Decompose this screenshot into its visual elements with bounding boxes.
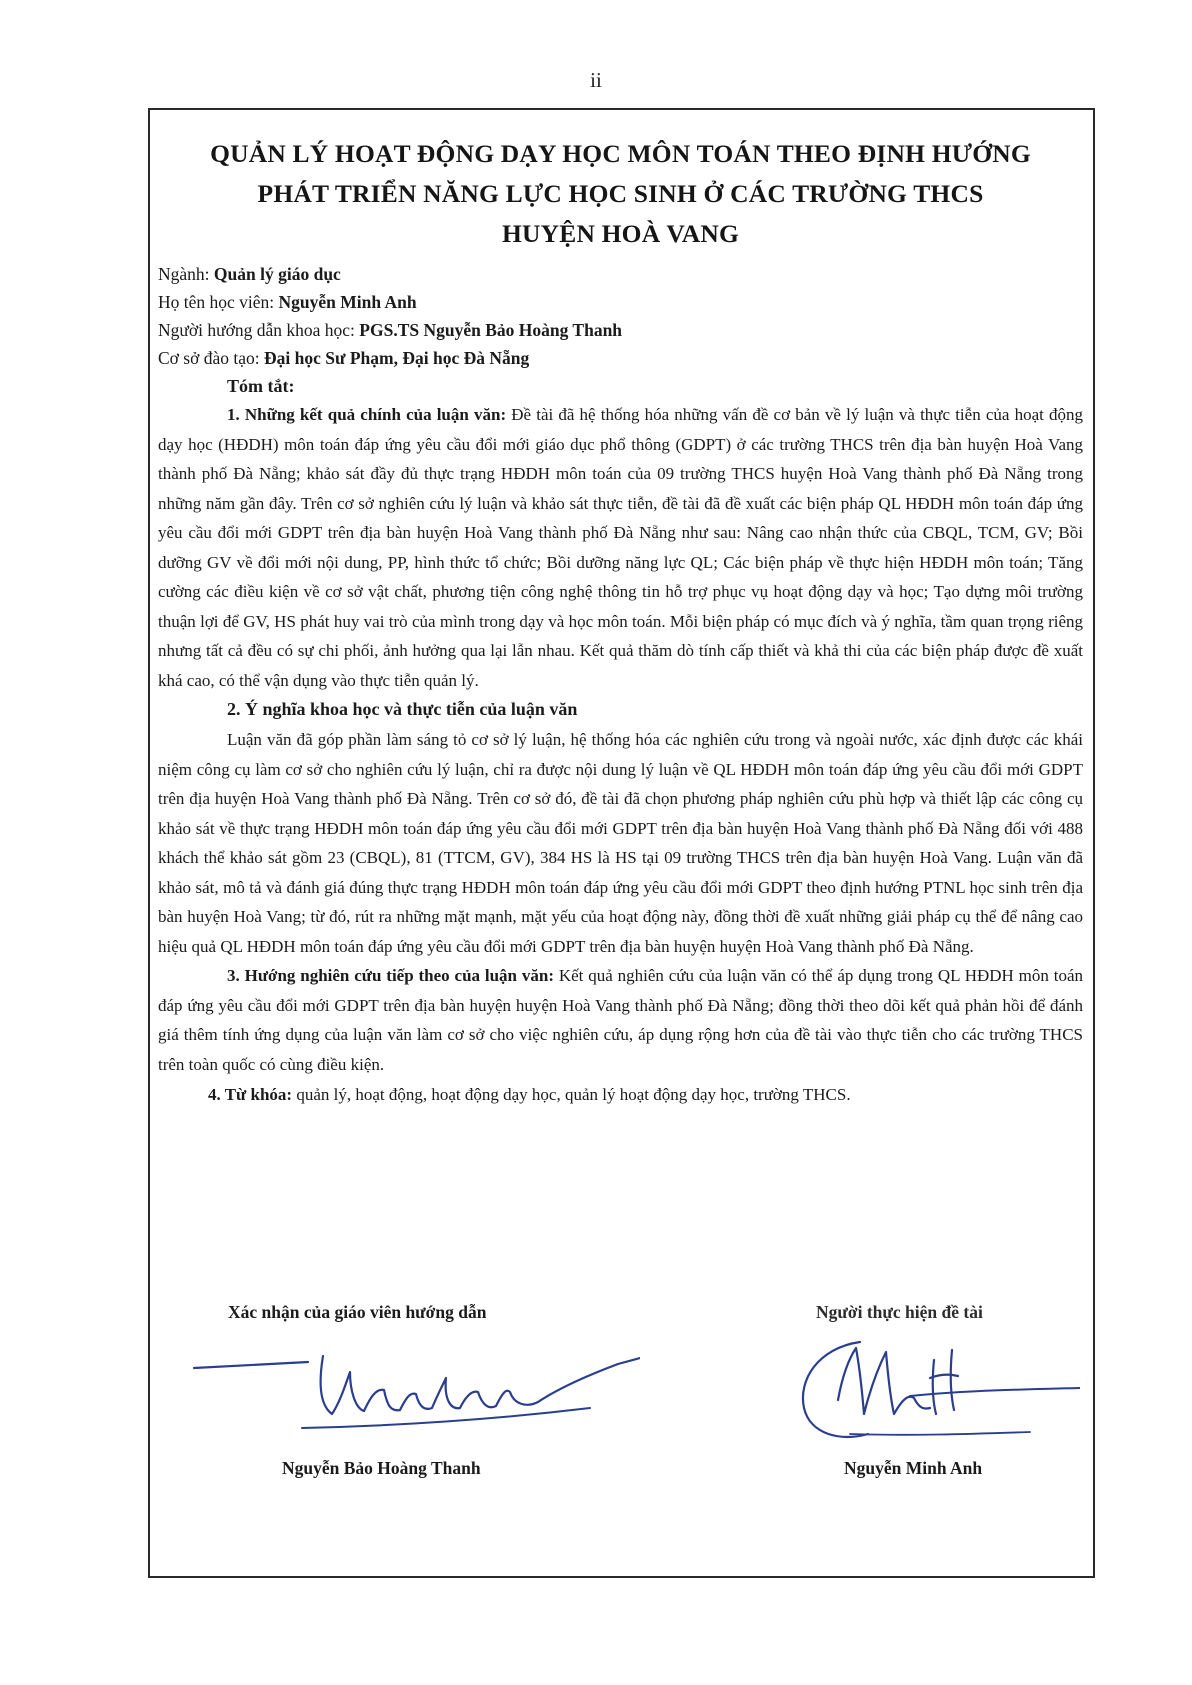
author-caption: Người thực hiện đề tài: [816, 1302, 983, 1322]
advisor-name: Nguyễn Bảo Hoàng Thanh: [282, 1458, 481, 1478]
section-2-heading: 2. Ý nghĩa khoa học và thực tiễn của luận văn: [227, 699, 578, 720]
section-1-text: Đề tài đã hệ thống hóa những vấn đề cơ bản về lý luận và thực tiễn của hoạt động dạy học (HĐDH) môn toán đáp ứng yêu cầu đổi mới giáo dục phổ thông (GDPT) ở các trường THCS trên địa bàn huyện Hoà Vang thành phố Đà Nẵng; khảo sát đầy đủ thực trạng HĐDH môn toán của 09 trường THCS huyện Hoà Vang thành phố Đà Nẵng trong những năm gần đây. Trên cơ sở nghiên cứu lý luận và khảo sát thực tiễn, đề tài đã đề xuất các biện pháp QL HĐDH môn toán đáp ứng yêu cầu đổi mới GDPT trên địa bàn huyện Hoà Vang thành phố Đà Nẵng như sau: Nâng cao nhận thức của CBQL, TCM, GV; Bồi dưỡng GV về đổi mới nội dung, PP, hình thức tổ chức; Bồi dưỡng năng lực QL; Các biện pháp về thực hiện HĐDH môn toán; Tăng cường các điều kiện về cơ sở vật chất, phương tiện công nghệ thông tin hỗ trợ phục vụ hoạt động dạy và học; Tạo dựng môi trường thuận lợi để GV, HS phát huy vai trò của mình trong dạy và học môn toán. Mỗi biện pháp có mục đích và ý nghĩa, tầm quan trọng riêng nhưng tất cả đều có sự chi phối, ảnh hưởng qua lại lẫn nhau. Kết quả thăm dò tính cấp thiết và khả thi của các biện pháp được đề xuất khá cao, có thể vận dụng vào thực tiễn quản lý.: [158, 405, 1083, 690]
author-name: Nguyễn Minh Anh: [844, 1458, 983, 1478]
section-3-paragraph: [158, 961, 1083, 1079]
keywords-text: quản lý, hoạt động, hoạt động dạy học, quản lý hoạt động dạy học, trường THCS.: [292, 1084, 851, 1104]
section-3-heading: 3. Hướng nghiên cứu tiếp theo của luận văn:: [227, 966, 554, 986]
abstract-frame: [148, 108, 1095, 1578]
signature-area: [150, 1302, 1075, 1562]
title-line-1: QUẢN LÝ HOẠT ĐỘNG DẠY HỌC MÔN TOÁN THEO ĐỊNH HƯỚNG: [210, 139, 1031, 168]
title-line-3: HUYỆN HOÀ VANG: [501, 219, 740, 248]
keywords-label: 4. Từ khóa:: [208, 1084, 293, 1104]
major-value: Quản lý giáo dục: [213, 264, 341, 284]
advisor-signature-image: [190, 1328, 640, 1438]
keywords-line: [158, 1080, 1083, 1110]
thesis-title: [158, 134, 1083, 254]
advisor-label: Người hướng dẫn khoa học:: [158, 320, 360, 340]
page-number: ii: [590, 68, 602, 92]
major-row: [158, 260, 1083, 288]
advisor-row: [158, 316, 1083, 344]
thesis-meta: [158, 260, 1083, 372]
section-1-heading: 1. Những kết quả chính của luận văn:: [227, 405, 507, 424]
advisor-value: PGS.TS Nguyễn Bảo Hoàng Thanh: [359, 320, 623, 340]
title-line-2: PHÁT TRIỂN NĂNG LỰC HỌC SINH Ở CÁC TRƯỜNG THCS: [257, 179, 984, 208]
author-signature-image: [790, 1330, 1080, 1450]
advisor-confirmation-caption: Xác nhận của giáo viên hướng dẫn: [228, 1302, 487, 1322]
institution-row: [158, 344, 1083, 372]
major-label: Ngành:: [158, 264, 214, 284]
student-label: Họ tên học viên:: [158, 292, 279, 312]
student-value: Nguyễn Minh Anh: [278, 292, 417, 312]
institution-value: Đại học Sư Phạm, Đại học Đà Nẵng: [264, 348, 530, 368]
abstract-content: [158, 134, 1083, 1110]
section-1-paragraph: [158, 400, 1083, 695]
section-3-text: Kết quả nghiên cứu của luận văn có thể áp dụng trong QL HĐDH môn toán đáp ứng yêu cầu đổi mới GDPT trên địa bàn huyện huyện Hoà Vang thành phố Đà Nẵng; đồng thời theo dõi kết quả phản hồi để đánh giá thêm tính ứng dụng của luận văn làm cơ sở cho việc nghiên cứu, áp dụng rộng hơn của đề tài vào thực tiễn cho các trường THCS trên toàn quốc có cùng điều kiện.: [158, 966, 1083, 1075]
institution-label: Cơ sở đào tạo:: [158, 348, 264, 368]
section-2-paragraph: Luận văn đã góp phần làm sáng tỏ cơ sở lý luận, hệ thống hóa các nghiên cứu trong và ngoài nước, xác định được các khái niệm công cụ làm cơ sở cho nghiên cứu lý luận, chỉ ra được nội dung lý luận về QL HĐDH môn toán đáp ứng yêu cầu đổi mới GDPT trên địa huyện Hoà Vang thành phố Đà Nẵng. Trên cơ sở đó, đề tài đã chọn phương pháp nghiên cứu phù hợp và thiết lập các công cụ khảo sát về thực trạng HĐDH môn toán đáp ứng yêu cầu đổi mới GDPT trên địa bàn huyện Hoà Vang thành phố Đà Nẵng đối với 488 khách thể khảo sát gồm 23 (CBQL), 81 (TTCM, GV), 384 HS là HS tại 09 trường THCS trên địa bàn huyện Hoà Vang. Luận văn đã khảo sát, mô tả và đánh giá đúng thực trạng HĐDH môn toán đáp ứng yêu cầu đổi mới GDPT theo định hướng PTNL học sinh trên địa bàn huyện Hoà Vang; từ đó, rút ra những mặt mạnh, mặt yếu của hoạt động này, đồng thời đề xuất những giải pháp cụ thể để nâng cao hiệu quả QL HĐDH môn toán đáp ứng yêu cầu đổi mới GDPT trên địa bàn huyện huyện Hoà Vang thành phố Đà Nẵng.: [158, 730, 1083, 956]
student-row: [158, 288, 1083, 316]
summary-heading: Tóm tắt:: [227, 376, 295, 396]
